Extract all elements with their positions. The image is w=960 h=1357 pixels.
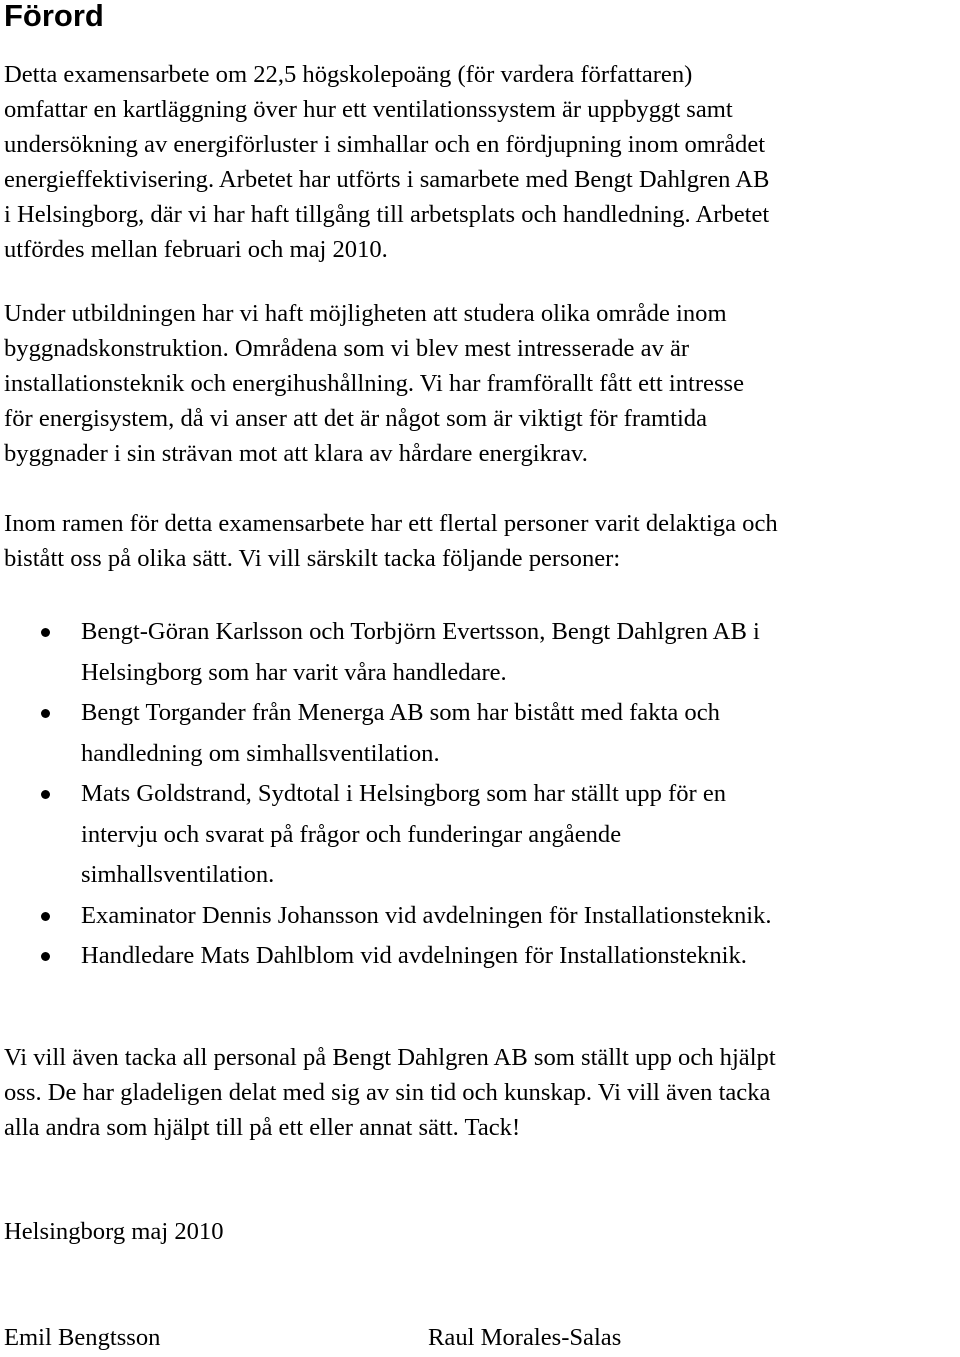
text-line: Handledare Mats Dahlblom vid avdelningen för Installationsteknik. bbox=[81, 942, 747, 969]
text-line: Examinator Dennis Johansson vid avdelningen för Installationsteknik. bbox=[81, 901, 772, 929]
text-line: bistått oss på olika sätt. Vi vill särskilt tacka följande personer: bbox=[4, 545, 621, 572]
acknowledgement-list bbox=[0, 612, 960, 977]
text-line: installationsteknik och energihushållning. Vi har framförallt fått ett intresse bbox=[4, 370, 745, 397]
text-line: Helsingborg som har varit våra handledare. bbox=[81, 658, 507, 686]
intro-paragraph bbox=[4, 57, 960, 267]
text-line: Bengt-Göran Karlsson och Torbjörn Evertsson, Bengt Dahlgren AB i bbox=[81, 618, 760, 645]
text-line: Mats Goldstrand, Sydtotal i Helsingborg som har ställt upp för en bbox=[81, 780, 727, 807]
text-line: Bengt Torgander från Menerga AB som har bistått med fakta och bbox=[81, 699, 720, 726]
list-item bbox=[0, 896, 960, 937]
bullet-icon bbox=[41, 709, 50, 718]
education-paragraph bbox=[4, 296, 960, 471]
text-line: Inom ramen för detta examensarbete har ett flertal personer varit delaktiga och bbox=[4, 510, 778, 537]
staff-thanks-paragraph bbox=[4, 1040, 960, 1145]
text-line: Detta examensarbete om 22,5 högskolepoäng (för vardera författaren) bbox=[4, 61, 693, 88]
list-item bbox=[0, 936, 960, 977]
text-line: undersökning av energiförluster i simhallar och en fördjupning inom området bbox=[4, 131, 766, 158]
place-date: Helsingborg maj 2010 bbox=[4, 1218, 224, 1245]
text-line: byggnader i sin strävan mot att klara av hårdare energikrav. bbox=[4, 440, 588, 467]
text-line: omfattar en kartläggning över hur ett ventilationssystem är uppbyggt samt bbox=[4, 96, 733, 123]
text-line: Vi vill även tacka all personal på Bengt Dahlgren AB som ställt upp och hjälpt bbox=[4, 1044, 776, 1071]
bullet-icon bbox=[41, 912, 50, 921]
text-line: intervju och svarat på frågor och funderingar angående bbox=[81, 820, 622, 848]
list-item bbox=[0, 693, 960, 774]
list-item bbox=[0, 774, 960, 896]
author-signature: Emil Bengtsson bbox=[4, 1324, 161, 1351]
text-line: oss. De har gladeligen delat med sig av sin tid och kunskap. Vi vill även tacka bbox=[4, 1079, 771, 1106]
text-line: handledning om simhallsventilation. bbox=[81, 739, 440, 767]
bullet-icon bbox=[41, 952, 50, 961]
text-line: alla andra som hjälpt till på ett eller annat sätt. Tack! bbox=[4, 1114, 521, 1141]
text-line: för energisystem, då vi anser att det är något som är viktigt för framtida bbox=[4, 405, 707, 432]
bullet-icon bbox=[41, 628, 50, 637]
text-line: Under utbildningen har vi haft möjligheten att studera olika område inom bbox=[4, 300, 727, 327]
text-line: simhallsventilation. bbox=[81, 861, 275, 888]
author-signature: Raul Morales-Salas bbox=[428, 1324, 622, 1351]
page-title: Förord bbox=[4, 0, 104, 33]
text-line: byggnadskonstruktion. Områdena som vi blev mest intresserade av är bbox=[4, 335, 690, 362]
bullet-icon bbox=[41, 790, 50, 799]
list-item bbox=[0, 612, 960, 693]
text-line: energieffektivisering. Arbetet har utförts i samarbete med Bengt Dahlgren AB bbox=[4, 166, 770, 193]
text-line: utfördes mellan februari och maj 2010. bbox=[4, 236, 388, 263]
thanks-intro-paragraph bbox=[4, 506, 960, 576]
text-line: i Helsingborg, där vi har haft tillgång till arbetsplats och handledning. Arbetet bbox=[4, 201, 770, 228]
